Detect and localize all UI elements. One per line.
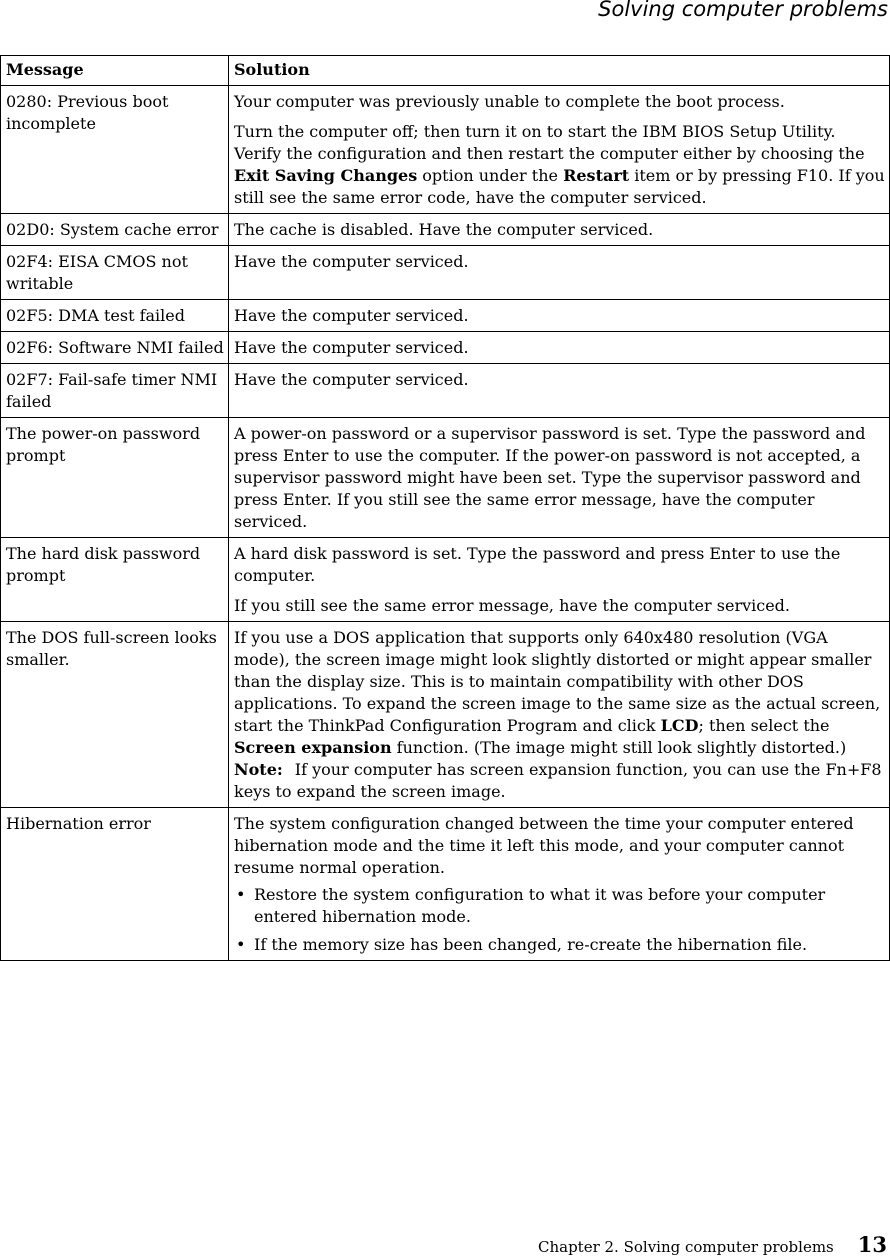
bullet-icon: • (236, 935, 246, 954)
solution-paragraph: Your computer was previously unable to complete the boot process. (234, 92, 785, 111)
table-row (1, 332, 890, 364)
solution-cell (229, 86, 890, 214)
message-cell: 02F7: Fail-safe timer NMI failed (1, 364, 229, 418)
note-label: Note: (234, 760, 283, 779)
solution-paragraph: If you still see the same error message, have the computer serviced. (234, 596, 790, 615)
running-head: Solving computer problems (598, 0, 888, 21)
solution-paragraph: The system configuration changed between the time your computer entered hibernation mode and the time it left this mode, and your computer cannot resume normal operation. (234, 814, 854, 877)
table-row (1, 86, 890, 214)
bold-term: Screen expansion (234, 738, 392, 757)
solution-cell (229, 808, 890, 961)
message-cell: The power-on password prompt (1, 418, 229, 538)
header-message: Message (1, 56, 229, 86)
text-span: function. (The image might still look slightly distorted.) (391, 738, 847, 757)
solution-cell (229, 538, 890, 622)
bold-term: Restart (563, 166, 630, 185)
table-row (1, 246, 890, 300)
text-span: item or by pressing F10. If you still see the same error code, have the computer serviced. (234, 166, 885, 207)
solution-paragraph (234, 627, 885, 759)
bullet-icon: • (236, 885, 246, 904)
solution-cell: A power-on password or a supervisor password is set. Type the password and press Enter to use the computer. If the power-on password is not accepted, a supervisor password might have been set. Type the supervisor password and press Enter. If you still see the same error message, have the computer serviced. (229, 418, 890, 538)
footer-chapter: Chapter 2. Solving computer problems (537, 1238, 834, 1256)
text-span: If you use a DOS application that supports only 640x480 resolution (VGA mode), the screen image might look slightly distorted or might appear smaller than the display size. This is to maintain compatibility with other DOS applications. To expand the screen image to the same size as the actual screen, start the ThinkPad Configuration Program and click (234, 628, 881, 735)
table-row (1, 622, 890, 808)
header-solution: Solution (229, 56, 890, 86)
message-cell: The hard disk password prompt (1, 538, 229, 622)
solution-paragraph (234, 121, 885, 209)
message-cell: 02F5: DMA test failed (1, 300, 229, 332)
table-row (1, 808, 890, 961)
message-cell: 0280: Previous boot incomplete (1, 86, 229, 214)
page-footer (538, 1232, 887, 1260)
bullet-list (234, 884, 885, 956)
bold-term: Exit Saving Changes (234, 166, 418, 185)
table-row (1, 418, 890, 538)
message-cell: Hibernation error (1, 808, 229, 961)
message-cell: 02F4: EISA CMOS not writable (1, 246, 229, 300)
error-message-table (0, 55, 890, 961)
note-text: If your computer has screen expansion function, you can use the Fn+F8 keys to expand the screen image. (234, 760, 882, 801)
solution-paragraph: A hard disk password is set. Type the password and press Enter to use the computer. (234, 544, 841, 585)
list-item (234, 934, 885, 956)
table-row (1, 300, 890, 332)
message-cell: The DOS full-screen looks smaller. (1, 622, 229, 808)
table-row (1, 538, 890, 622)
list-item-text: If the memory size has been changed, re-create the hibernation file. (254, 935, 808, 954)
solution-cell (229, 622, 890, 808)
page-number: 13 (857, 1232, 887, 1257)
text-span: ; then select the (698, 716, 830, 735)
bold-term: LCD (660, 716, 699, 735)
list-item-text: Restore the system configuration to what it was before your computer entered hibernation mode. (254, 885, 826, 926)
note-paragraph (234, 759, 885, 803)
solution-cell: Have the computer serviced. (229, 246, 890, 300)
table-header-row (1, 56, 890, 86)
solution-cell: Have the computer serviced. (229, 332, 890, 364)
solution-cell: The cache is disabled. Have the computer serviced. (229, 214, 890, 246)
table-row (1, 214, 890, 246)
text-span: option under the (417, 166, 564, 185)
message-cell: 02F6: Software NMI failed (1, 332, 229, 364)
list-item (234, 884, 885, 928)
text-span: Turn the computer off; then turn it on to start the IBM BIOS Setup Utility. Verify the configuration and then restart the computer either by choosing the (234, 122, 865, 163)
table-row (1, 364, 890, 418)
message-cell: 02D0: System cache error (1, 214, 229, 246)
solution-cell: Have the computer serviced. (229, 364, 890, 418)
solution-cell: Have the computer serviced. (229, 300, 890, 332)
